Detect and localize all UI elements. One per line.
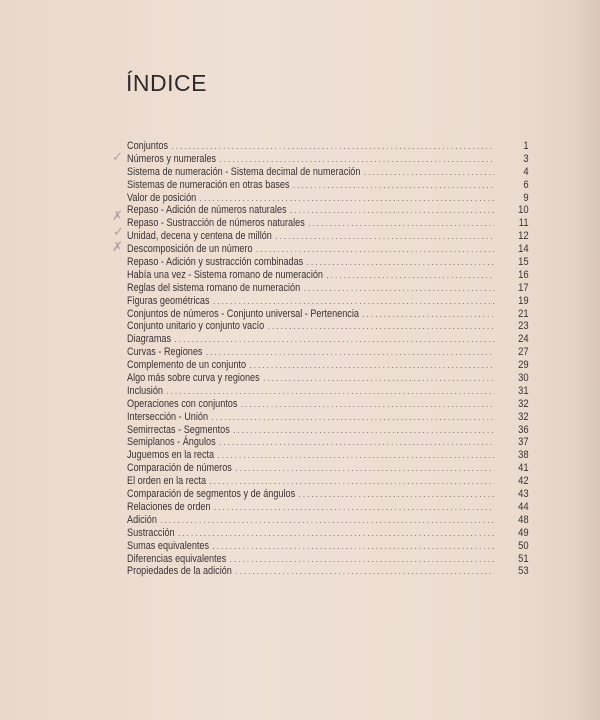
toc-entry-title: Relaciones de orden bbox=[127, 500, 211, 513]
toc-page-number: 31 bbox=[518, 384, 529, 397]
dot-leader bbox=[268, 321, 495, 331]
toc-entry bbox=[127, 540, 529, 553]
toc-entry bbox=[127, 514, 529, 527]
dot-leader bbox=[218, 450, 495, 460]
dot-leader bbox=[326, 270, 494, 280]
toc-entry-title: Había una vez - Sistema romano de numeración bbox=[127, 268, 323, 281]
toc-page-number: 53 bbox=[518, 565, 529, 578]
toc-entry bbox=[127, 475, 529, 488]
toc-entry bbox=[127, 488, 529, 501]
toc-entry bbox=[127, 295, 529, 308]
dot-leader bbox=[263, 373, 494, 383]
dot-leader bbox=[235, 463, 494, 473]
toc-page-number: 11 bbox=[518, 217, 529, 230]
dot-leader bbox=[362, 309, 494, 319]
toc-entry-title: Adición bbox=[127, 513, 157, 526]
toc-page-number: 16 bbox=[518, 268, 529, 281]
toc-entry bbox=[127, 385, 529, 398]
toc-entry-title: Reglas del sistema romano de numeración bbox=[127, 281, 301, 294]
pencil-check-mark-icon: ✓ bbox=[113, 225, 124, 240]
toc-entry bbox=[127, 462, 529, 475]
toc-entry-title: Sumas equivalentes bbox=[127, 539, 210, 552]
dot-leader bbox=[364, 167, 494, 177]
toc-page-number: 42 bbox=[518, 475, 529, 488]
dot-leader bbox=[200, 193, 495, 203]
dot-leader bbox=[166, 386, 494, 396]
toc-page-number: 6 bbox=[523, 178, 529, 191]
toc-entry bbox=[127, 527, 529, 540]
toc-entry bbox=[127, 192, 529, 205]
dot-leader bbox=[308, 218, 494, 228]
toc-page-number: 1 bbox=[523, 140, 529, 152]
toc-page-number: 23 bbox=[518, 320, 529, 333]
dot-leader bbox=[220, 154, 495, 164]
dot-leader bbox=[211, 412, 494, 422]
dot-leader bbox=[209, 476, 494, 486]
toc-entry-title: Inclusión bbox=[127, 384, 163, 397]
dot-leader bbox=[256, 244, 494, 254]
page-title: ÍNDICE bbox=[126, 70, 207, 96]
toc-entry-title: Diferencias equivalentes bbox=[127, 552, 227, 565]
toc-entry bbox=[127, 140, 529, 153]
toc-entry-title: Semirrectas - Segmentos bbox=[127, 423, 230, 436]
dot-leader bbox=[160, 515, 494, 525]
dot-leader bbox=[233, 425, 494, 435]
toc-page-number: 10 bbox=[518, 204, 529, 217]
toc-entry-title: Sistemas de numeración en otras bases bbox=[127, 178, 290, 191]
toc-entry-title: Comparación de números bbox=[127, 462, 232, 475]
dot-leader bbox=[178, 528, 494, 538]
toc-entry-title: Unidad, decena y centena de millón bbox=[127, 230, 272, 243]
show-through-text bbox=[380, 80, 580, 140]
toc-entry-title: Curvas - Regiones bbox=[127, 346, 203, 359]
toc-entry-title: Figuras geométricas bbox=[127, 294, 210, 307]
toc-entry-title: Algo más sobre curva y regiones bbox=[127, 372, 260, 385]
toc-entry-title: Juguemos en la recta bbox=[127, 449, 215, 462]
toc-entry-title: Conjunto unitario y conjunto vacío bbox=[127, 320, 265, 333]
toc-entry bbox=[127, 565, 529, 578]
toc-page-number: 3 bbox=[523, 152, 529, 165]
toc-entry-title: Complemento de un conjunto bbox=[127, 359, 247, 372]
dot-leader bbox=[213, 296, 494, 306]
toc-entry-title: Diagramas bbox=[127, 333, 172, 346]
toc-entry bbox=[127, 179, 529, 192]
toc-entry-title: Operaciones con conjuntos bbox=[127, 397, 238, 410]
toc-page-number: 19 bbox=[518, 294, 529, 307]
pencil-cross-mark-icon: ✗ bbox=[112, 209, 123, 224]
toc-page-number: 44 bbox=[518, 500, 529, 513]
dot-leader bbox=[175, 334, 495, 344]
toc-entry bbox=[127, 269, 529, 282]
toc-page-number: 37 bbox=[518, 436, 529, 449]
toc-entry bbox=[127, 501, 529, 514]
toc-entry-title: Semiplanos - Ángulos bbox=[127, 436, 216, 449]
toc-entry bbox=[127, 204, 529, 217]
toc-entry-title: Descomposición de un número bbox=[127, 243, 253, 256]
toc-page-number: 50 bbox=[518, 539, 529, 552]
dot-leader bbox=[249, 360, 494, 370]
toc-entry-title: Repaso - Sustracción de números naturales bbox=[127, 217, 305, 230]
toc-page-number: 21 bbox=[518, 307, 529, 320]
toc-entry-title: Propiedades de la adición bbox=[127, 565, 232, 578]
toc-entry bbox=[127, 217, 529, 230]
toc-entry bbox=[127, 553, 529, 566]
toc-page-number: 14 bbox=[518, 243, 529, 256]
toc-entry-title: Números y numerales bbox=[127, 152, 217, 165]
toc-page-number: 32 bbox=[518, 397, 529, 410]
toc-page-number: 15 bbox=[518, 256, 529, 269]
table-of-contents bbox=[127, 140, 529, 578]
toc-page-number: 48 bbox=[518, 513, 529, 526]
toc-entry bbox=[127, 256, 529, 269]
toc-page-number: 12 bbox=[518, 230, 529, 243]
toc-entry-title: Conjuntos bbox=[127, 140, 169, 152]
toc-page-number: 41 bbox=[518, 462, 529, 475]
toc-page-number: 27 bbox=[518, 346, 529, 359]
toc-page-number: 17 bbox=[518, 281, 529, 294]
toc-page-number: 43 bbox=[518, 488, 529, 501]
toc-entry-title: Valor de posición bbox=[127, 191, 197, 204]
toc-entry bbox=[127, 166, 529, 179]
toc-entry bbox=[127, 424, 529, 437]
toc-entry bbox=[127, 320, 529, 333]
dot-leader bbox=[299, 489, 495, 499]
toc-entry bbox=[127, 153, 529, 166]
toc-page-number: 29 bbox=[518, 359, 529, 372]
toc-entry bbox=[127, 346, 529, 359]
toc-entry bbox=[127, 359, 529, 372]
toc-page-number: 51 bbox=[518, 552, 529, 565]
dot-leader bbox=[219, 437, 494, 447]
toc-page-number: 30 bbox=[518, 372, 529, 385]
dot-leader bbox=[230, 554, 495, 564]
dot-leader bbox=[293, 180, 494, 190]
dot-leader bbox=[241, 399, 494, 409]
toc-entry bbox=[127, 449, 529, 462]
toc-entry bbox=[127, 436, 529, 449]
pencil-cross-mark-icon: ✗ bbox=[112, 240, 123, 255]
toc-entry-title: El orden en la recta bbox=[127, 475, 207, 488]
toc-entry bbox=[127, 282, 529, 295]
toc-page-number: 32 bbox=[518, 410, 529, 423]
toc-entry bbox=[127, 398, 529, 411]
toc-page-number: 9 bbox=[523, 191, 529, 204]
dot-leader bbox=[212, 541, 494, 551]
toc-entry-title: Comparación de segmentos y de ángulos bbox=[127, 488, 296, 501]
pencil-check-mark-icon: ✓ bbox=[112, 150, 123, 165]
toc-entry bbox=[127, 230, 529, 243]
dot-leader bbox=[304, 283, 495, 293]
toc-entry bbox=[127, 372, 529, 385]
toc-page-number: 49 bbox=[518, 526, 529, 539]
toc-entry bbox=[127, 411, 529, 424]
dot-leader bbox=[214, 502, 494, 512]
dot-leader bbox=[275, 231, 494, 241]
toc-page-number: 4 bbox=[523, 165, 529, 178]
toc-entry bbox=[127, 243, 529, 256]
toc-entry bbox=[127, 308, 529, 321]
toc-entry-title: Sustracción bbox=[127, 526, 175, 539]
dot-leader bbox=[206, 347, 494, 357]
dot-leader bbox=[235, 566, 494, 576]
dot-leader bbox=[307, 257, 495, 267]
dot-leader bbox=[171, 141, 494, 151]
toc-page-number: 38 bbox=[518, 449, 529, 462]
toc-page-number: 24 bbox=[518, 333, 529, 346]
toc-entry-title: Sistema de numeración - Sistema decimal de numeración bbox=[127, 165, 361, 178]
toc-entry-title: Intersección - Unión bbox=[127, 410, 209, 423]
toc-entry bbox=[127, 333, 529, 346]
toc-entry-title: Repaso - Adición y sustracción combinadas bbox=[127, 256, 304, 269]
toc-page-number: 36 bbox=[518, 423, 529, 436]
toc-entry-title: Repaso - Adición de números naturales bbox=[127, 204, 287, 217]
toc-entry-title: Conjuntos de números - Conjunto universal - Pertenencia bbox=[127, 307, 359, 320]
dot-leader bbox=[290, 205, 494, 215]
